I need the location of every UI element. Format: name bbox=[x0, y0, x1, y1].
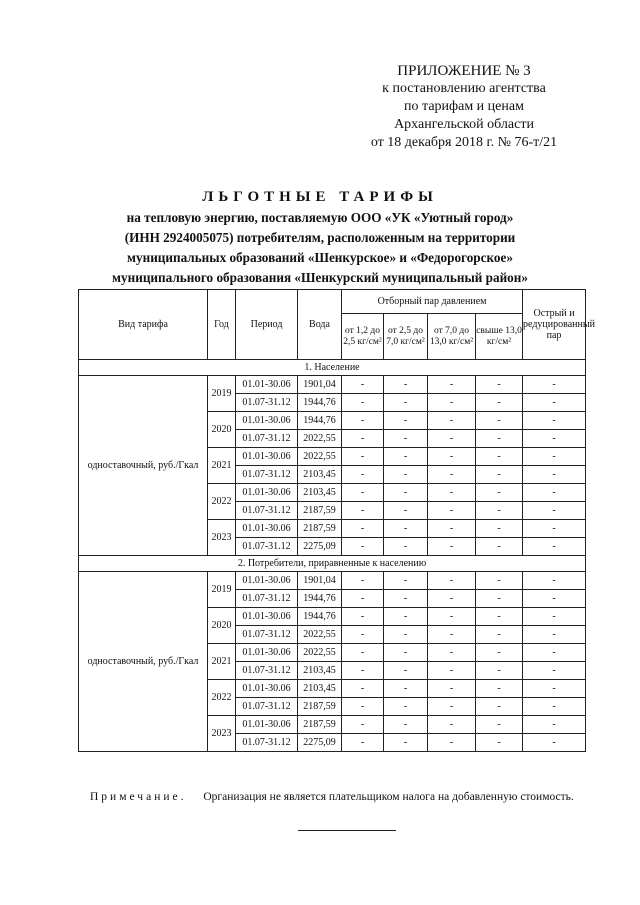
empty-value-cell: - bbox=[523, 608, 586, 626]
empty-value-cell: - bbox=[342, 716, 384, 734]
empty-value-cell: - bbox=[342, 376, 384, 394]
period-cell: 01.07-31.12 bbox=[236, 430, 298, 448]
table-body bbox=[79, 360, 586, 752]
water-tariff-cell: 1901,04 bbox=[298, 376, 342, 394]
appendix-line: по тарифам и ценам bbox=[404, 99, 524, 114]
empty-value-cell: - bbox=[523, 734, 586, 752]
empty-value-cell: - bbox=[476, 626, 523, 644]
empty-value-cell: - bbox=[523, 466, 586, 484]
empty-value-cell: - bbox=[523, 484, 586, 502]
empty-value-cell: - bbox=[384, 734, 428, 752]
tariff-type-cell: одноставочный, руб./Гкал bbox=[79, 572, 208, 752]
empty-value-cell: - bbox=[523, 626, 586, 644]
empty-value-cell: - bbox=[428, 608, 476, 626]
empty-value-cell: - bbox=[384, 520, 428, 538]
period-cell: 01.01-30.06 bbox=[236, 520, 298, 538]
header-pressure-3: от 7,0 до 13,0 кг/см² bbox=[428, 314, 476, 360]
empty-value-cell: - bbox=[523, 394, 586, 412]
header-year: Год bbox=[208, 290, 236, 360]
appendix-line: к постановлению агентства bbox=[382, 81, 546, 96]
period-cell: 01.01-30.06 bbox=[236, 608, 298, 626]
document-title-block bbox=[60, 187, 580, 287]
water-tariff-cell: 2103,45 bbox=[298, 662, 342, 680]
empty-value-cell: - bbox=[428, 716, 476, 734]
empty-value-cell: - bbox=[342, 502, 384, 520]
water-tariff-cell: 2103,45 bbox=[298, 484, 342, 502]
empty-value-cell: - bbox=[384, 394, 428, 412]
empty-value-cell: - bbox=[428, 466, 476, 484]
year-cell: 2019 bbox=[208, 376, 236, 412]
section-title: 2. Потребители, приравненные к населению bbox=[79, 556, 586, 572]
empty-value-cell: - bbox=[476, 412, 523, 430]
empty-value-cell: - bbox=[523, 376, 586, 394]
period-cell: 01.07-31.12 bbox=[236, 626, 298, 644]
empty-value-cell: - bbox=[428, 394, 476, 412]
water-tariff-cell: 1944,76 bbox=[298, 394, 342, 412]
period-cell: 01.07-31.12 bbox=[236, 538, 298, 556]
empty-value-cell: - bbox=[523, 662, 586, 680]
empty-value-cell: - bbox=[476, 734, 523, 752]
empty-value-cell: - bbox=[523, 412, 586, 430]
empty-value-cell: - bbox=[384, 484, 428, 502]
empty-value-cell: - bbox=[428, 572, 476, 590]
section-row bbox=[79, 556, 586, 572]
empty-value-cell: - bbox=[384, 466, 428, 484]
empty-value-cell: - bbox=[523, 590, 586, 608]
period-cell: 01.01-30.06 bbox=[236, 448, 298, 466]
appendix-header bbox=[340, 62, 588, 152]
empty-value-cell: - bbox=[476, 698, 523, 716]
year-cell: 2021 bbox=[208, 644, 236, 680]
period-cell: 01.01-30.06 bbox=[236, 412, 298, 430]
empty-value-cell: - bbox=[523, 520, 586, 538]
empty-value-cell: - bbox=[523, 538, 586, 556]
empty-value-cell: - bbox=[342, 484, 384, 502]
empty-value-cell: - bbox=[428, 484, 476, 502]
empty-value-cell: - bbox=[428, 590, 476, 608]
empty-value-cell: - bbox=[384, 412, 428, 430]
document-title: ЛЬГОТНЫЕ ТАРИФЫ bbox=[202, 189, 438, 205]
empty-value-cell: - bbox=[342, 538, 384, 556]
empty-value-cell: - bbox=[342, 394, 384, 412]
period-cell: 01.07-31.12 bbox=[236, 698, 298, 716]
water-tariff-cell: 2187,59 bbox=[298, 520, 342, 538]
empty-value-cell: - bbox=[523, 680, 586, 698]
period-cell: 01.01-30.06 bbox=[236, 716, 298, 734]
period-cell: 01.07-31.12 bbox=[236, 590, 298, 608]
period-cell: 01.01-30.06 bbox=[236, 644, 298, 662]
header-pressure-2: от 2,5 до 7,0 кг/см² bbox=[384, 314, 428, 360]
table-row bbox=[79, 376, 586, 394]
empty-value-cell: - bbox=[428, 734, 476, 752]
empty-value-cell: - bbox=[428, 376, 476, 394]
document-subtitle-line: на тепловую энергию, поставляемую ООО «УК «Уютный город» bbox=[126, 210, 514, 225]
water-tariff-cell: 1944,76 bbox=[298, 412, 342, 430]
empty-value-cell: - bbox=[428, 644, 476, 662]
tariff-type-cell: одноставочный, руб./Гкал bbox=[79, 376, 208, 556]
period-cell: 01.01-30.06 bbox=[236, 376, 298, 394]
empty-value-cell: - bbox=[428, 520, 476, 538]
year-cell: 2020 bbox=[208, 608, 236, 644]
document-subtitle-line: муниципального образования «Шенкурский муниципальный район» bbox=[112, 270, 528, 285]
water-tariff-cell: 2022,55 bbox=[298, 626, 342, 644]
empty-value-cell: - bbox=[384, 626, 428, 644]
empty-value-cell: - bbox=[384, 716, 428, 734]
empty-value-cell: - bbox=[384, 448, 428, 466]
tariffs-table bbox=[78, 289, 595, 752]
empty-value-cell: - bbox=[384, 644, 428, 662]
header-sharp-steam: Острый и редуцированный пар bbox=[523, 290, 586, 360]
empty-value-cell: - bbox=[342, 430, 384, 448]
empty-value-cell: - bbox=[342, 608, 384, 626]
empty-value-cell: - bbox=[428, 662, 476, 680]
empty-value-cell: - bbox=[476, 662, 523, 680]
empty-value-cell: - bbox=[523, 644, 586, 662]
empty-value-cell: - bbox=[428, 412, 476, 430]
empty-value-cell: - bbox=[476, 430, 523, 448]
water-tariff-cell: 2187,59 bbox=[298, 502, 342, 520]
empty-value-cell: - bbox=[384, 662, 428, 680]
water-tariff-cell: 2022,55 bbox=[298, 644, 342, 662]
empty-value-cell: - bbox=[523, 430, 586, 448]
year-cell: 2023 bbox=[208, 716, 236, 752]
document-subtitle-line: муниципальных образований «Шенкурское» и «Федорогорское» bbox=[127, 250, 513, 265]
empty-value-cell: - bbox=[342, 466, 384, 484]
note-text: Организация не является плательщиком налога на добавленную стоимость. bbox=[203, 791, 574, 803]
empty-value-cell: - bbox=[384, 698, 428, 716]
period-cell: 01.07-31.12 bbox=[236, 734, 298, 752]
empty-value-cell: - bbox=[384, 680, 428, 698]
empty-value-cell: - bbox=[523, 448, 586, 466]
empty-value-cell: - bbox=[342, 412, 384, 430]
water-tariff-cell: 2275,09 bbox=[298, 538, 342, 556]
empty-value-cell: - bbox=[342, 662, 384, 680]
period-cell: 01.01-30.06 bbox=[236, 680, 298, 698]
empty-value-cell: - bbox=[342, 572, 384, 590]
period-cell: 01.01-30.06 bbox=[236, 572, 298, 590]
empty-value-cell: - bbox=[342, 520, 384, 538]
empty-value-cell: - bbox=[523, 698, 586, 716]
empty-value-cell: - bbox=[476, 538, 523, 556]
empty-value-cell: - bbox=[384, 608, 428, 626]
section-title: 1. Население bbox=[79, 360, 586, 376]
water-tariff-cell: 2022,55 bbox=[298, 448, 342, 466]
period-cell: 01.07-31.12 bbox=[236, 662, 298, 680]
table-row bbox=[79, 572, 586, 590]
document-subtitle-line: (ИНН 2924005075) потребителям, расположенным на территории bbox=[124, 230, 516, 245]
header-water: Вода bbox=[298, 290, 342, 360]
water-tariff-cell: 2187,59 bbox=[298, 716, 342, 734]
empty-value-cell: - bbox=[476, 520, 523, 538]
water-tariff-cell: 1944,76 bbox=[298, 608, 342, 626]
empty-value-cell: - bbox=[428, 502, 476, 520]
empty-value-cell: - bbox=[476, 590, 523, 608]
empty-value-cell: - bbox=[523, 572, 586, 590]
empty-value-cell: - bbox=[384, 376, 428, 394]
water-tariff-cell: 2022,55 bbox=[298, 430, 342, 448]
water-tariff-cell: 1944,76 bbox=[298, 590, 342, 608]
year-cell: 2023 bbox=[208, 520, 236, 556]
empty-value-cell: - bbox=[476, 716, 523, 734]
header-pressure-4: свыше 13,0 кг/см² bbox=[476, 314, 523, 360]
empty-value-cell: - bbox=[476, 394, 523, 412]
note-label: Примечание. bbox=[90, 791, 187, 803]
header-tariff-type: Вид тарифа bbox=[79, 290, 208, 360]
appendix-date: от 18 декабря 2018 г. № 76-т/21 bbox=[370, 135, 558, 150]
empty-value-cell: - bbox=[428, 626, 476, 644]
empty-value-cell: - bbox=[384, 590, 428, 608]
water-tariff-cell: 2187,59 bbox=[298, 698, 342, 716]
header-pressure-1: от 1,2 до 2,5 кг/см² bbox=[342, 314, 384, 360]
empty-value-cell: - bbox=[428, 680, 476, 698]
empty-value-cell: - bbox=[428, 448, 476, 466]
empty-value-cell: - bbox=[342, 626, 384, 644]
empty-value-cell: - bbox=[384, 572, 428, 590]
empty-value-cell: - bbox=[342, 590, 384, 608]
year-cell: 2020 bbox=[208, 412, 236, 448]
empty-value-cell: - bbox=[342, 734, 384, 752]
empty-value-cell: - bbox=[384, 430, 428, 448]
empty-value-cell: - bbox=[428, 430, 476, 448]
year-cell: 2022 bbox=[208, 680, 236, 716]
empty-value-cell: - bbox=[523, 502, 586, 520]
empty-value-cell: - bbox=[428, 698, 476, 716]
empty-value-cell: - bbox=[476, 572, 523, 590]
water-tariff-cell: 2103,45 bbox=[298, 466, 342, 484]
year-cell: 2021 bbox=[208, 448, 236, 484]
empty-value-cell: - bbox=[342, 698, 384, 716]
empty-value-cell: - bbox=[428, 538, 476, 556]
period-cell: 01.07-31.12 bbox=[236, 466, 298, 484]
empty-value-cell: - bbox=[476, 608, 523, 626]
note bbox=[90, 791, 610, 803]
empty-value-cell: - bbox=[476, 484, 523, 502]
empty-value-cell: - bbox=[523, 716, 586, 734]
empty-value-cell: - bbox=[476, 448, 523, 466]
header-steam: Отборный пар давлением bbox=[342, 290, 523, 314]
appendix-number: ПРИЛОЖЕНИЕ № 3 bbox=[397, 63, 531, 79]
table-header bbox=[79, 290, 595, 360]
empty-value-cell: - bbox=[476, 644, 523, 662]
empty-value-cell: - bbox=[476, 502, 523, 520]
year-cell: 2019 bbox=[208, 572, 236, 608]
water-tariff-cell: 2275,09 bbox=[298, 734, 342, 752]
period-cell: 01.07-31.12 bbox=[236, 394, 298, 412]
empty-value-cell: - bbox=[342, 448, 384, 466]
empty-value-cell: - bbox=[384, 538, 428, 556]
period-cell: 01.01-30.06 bbox=[236, 484, 298, 502]
section-row bbox=[79, 360, 586, 376]
appendix-line: Архангельской области bbox=[394, 117, 534, 132]
water-tariff-cell: 1901,04 bbox=[298, 572, 342, 590]
header-period: Период bbox=[236, 290, 298, 360]
empty-value-cell: - bbox=[342, 680, 384, 698]
water-tariff-cell: 2103,45 bbox=[298, 680, 342, 698]
empty-value-cell: - bbox=[384, 502, 428, 520]
empty-value-cell: - bbox=[476, 376, 523, 394]
period-cell: 01.07-31.12 bbox=[236, 502, 298, 520]
empty-value-cell: - bbox=[476, 466, 523, 484]
empty-value-cell: - bbox=[342, 644, 384, 662]
empty-value-cell: - bbox=[476, 680, 523, 698]
signature-line bbox=[298, 830, 396, 831]
year-cell: 2022 bbox=[208, 484, 236, 520]
